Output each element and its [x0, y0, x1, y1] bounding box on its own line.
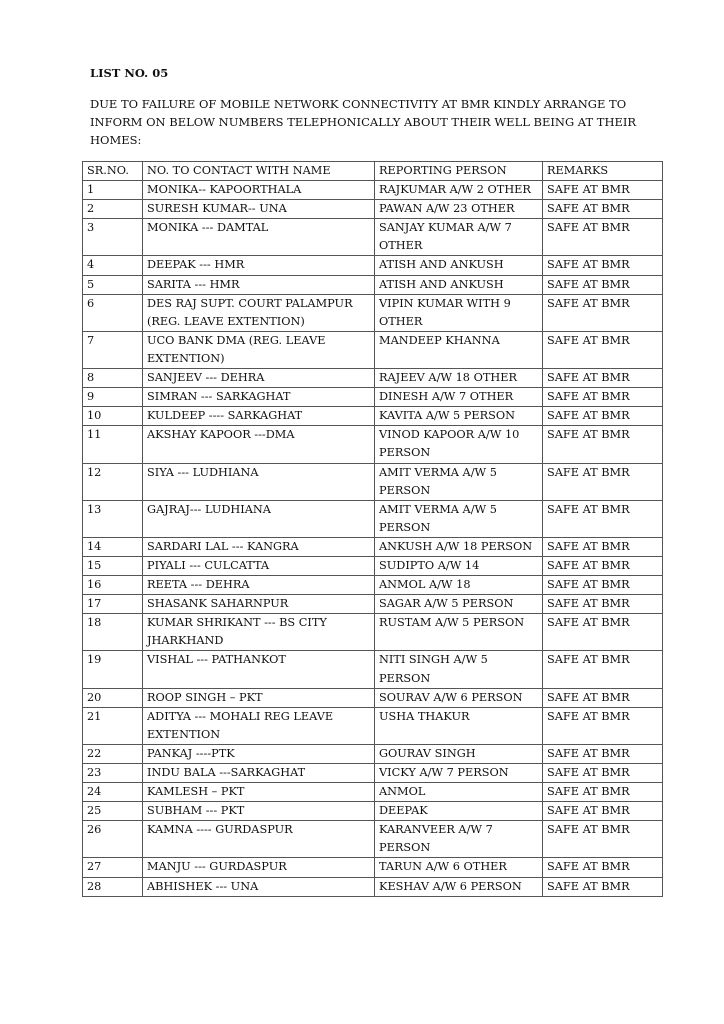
cell-sr-no: 16 [83, 576, 143, 595]
cell-sr-no: 13 [83, 500, 143, 537]
cell-sr-no: 10 [83, 407, 143, 426]
intro-paragraph: DUE TO FAILURE OF MOBILE NETWORK CONNECTIVITY AT BMR KINDLY ARRANGE TO INFORM ON BELOW NUMBERS TELEPHONICALLY ABOUT THEIR WELL BEING AT THEIR HOMES: [90, 97, 637, 147]
table-row [83, 200, 663, 219]
table-row [83, 331, 663, 368]
cell-reporting-person: AMIT VERMA A/W 5 PERSON [375, 463, 543, 500]
table-row [83, 275, 663, 294]
cell-remarks: SAFE AT BMR [543, 556, 663, 575]
cell-contact-name: ROOP SINGH – PKT [143, 688, 375, 707]
cell-sr-no: 14 [83, 537, 143, 556]
table-row [83, 537, 663, 556]
cell-contact-name: SARITA --- HMR [143, 275, 375, 294]
cell-remarks: SAFE AT BMR [543, 744, 663, 763]
cell-contact-name: KAMNA ---- GURDASPUR [143, 821, 375, 858]
cell-contact-name: SUBHAM --- PKT [143, 802, 375, 821]
table-row [83, 707, 663, 744]
cell-reporting-person: KARANVEER A/W 7 PERSON [375, 821, 543, 858]
table-row [83, 500, 663, 537]
table-row [83, 614, 663, 651]
cell-remarks: SAFE AT BMR [543, 388, 663, 407]
cell-contact-name: SIYA --- LUDHIANA [143, 463, 375, 500]
cell-remarks: SAFE AT BMR [543, 877, 663, 896]
cell-sr-no: 4 [83, 256, 143, 275]
cell-sr-no: 25 [83, 802, 143, 821]
cell-contact-name: GAJRAJ--- LUDHIANA [143, 500, 375, 537]
cell-remarks: SAFE AT BMR [543, 688, 663, 707]
cell-reporting-person: VICKY A/W 7 PERSON [375, 764, 543, 783]
cell-remarks: SAFE AT BMR [543, 821, 663, 858]
cell-contact-name: REETA --- DEHRA [143, 576, 375, 595]
cell-remarks: SAFE AT BMR [543, 595, 663, 614]
cell-reporting-person: SAGAR A/W 5 PERSON [375, 595, 543, 614]
table-row [83, 802, 663, 821]
cell-remarks: SAFE AT BMR [543, 614, 663, 651]
table-row [83, 463, 663, 500]
cell-contact-name: PANKAJ ----PTK [143, 744, 375, 763]
header-sr-no: SR.NO. [83, 162, 143, 181]
cell-contact-name: PIYALI --- CULCATTA [143, 556, 375, 575]
cell-remarks: SAFE AT BMR [543, 426, 663, 463]
cell-contact-name: SHASANK SAHARNPUR [143, 595, 375, 614]
cell-sr-no: 11 [83, 426, 143, 463]
cell-contact-name: SURESH KUMAR-- UNA [143, 200, 375, 219]
cell-remarks: SAFE AT BMR [543, 576, 663, 595]
cell-contact-name: ABHISHEK --- UNA [143, 877, 375, 896]
cell-reporting-person: NITI SINGH A/W 5 PERSON [375, 651, 543, 688]
cell-sr-no: 6 [83, 294, 143, 331]
cell-reporting-person: RAJKUMAR A/W 2 OTHER [375, 181, 543, 200]
table-row [83, 783, 663, 802]
cell-reporting-person: DEEPAK [375, 802, 543, 821]
cell-sr-no: 12 [83, 463, 143, 500]
cell-sr-no: 18 [83, 614, 143, 651]
cell-sr-no: 1 [83, 181, 143, 200]
cell-reporting-person: RAJEEV A/W 18 OTHER [375, 369, 543, 388]
cell-remarks: SAFE AT BMR [543, 331, 663, 368]
cell-reporting-person: VIPIN KUMAR WITH 9 OTHER [375, 294, 543, 331]
cell-sr-no: 20 [83, 688, 143, 707]
cell-sr-no: 27 [83, 858, 143, 877]
table-row [83, 407, 663, 426]
table-row [83, 858, 663, 877]
cell-contact-name: UCO BANK DMA (REG. LEAVE EXTENTION) [143, 331, 375, 368]
cell-reporting-person: MANDEEP KHANNA [375, 331, 543, 368]
cell-reporting-person: USHA THAKUR [375, 707, 543, 744]
table-row [83, 369, 663, 388]
cell-remarks: SAFE AT BMR [543, 294, 663, 331]
cell-sr-no: 2 [83, 200, 143, 219]
cell-remarks: SAFE AT BMR [543, 219, 663, 256]
table-row [83, 556, 663, 575]
table-header-row [83, 162, 663, 181]
cell-sr-no: 19 [83, 651, 143, 688]
cell-remarks: SAFE AT BMR [543, 275, 663, 294]
cell-contact-name: VISHAL --- PATHANKOT [143, 651, 375, 688]
header-remarks: REMARKS [543, 162, 663, 181]
cell-contact-name: KULDEEP ---- SARKAGHAT [143, 407, 375, 426]
cell-reporting-person: ANMOL [375, 783, 543, 802]
cell-sr-no: 9 [83, 388, 143, 407]
cell-reporting-person: KAVITA A/W 5 PERSON [375, 407, 543, 426]
cell-sr-no: 5 [83, 275, 143, 294]
cell-contact-name: MONIKA-- KAPOORTHALA [143, 181, 375, 200]
table-row [83, 256, 663, 275]
cell-sr-no: 21 [83, 707, 143, 744]
cell-sr-no: 17 [83, 595, 143, 614]
cell-sr-no: 8 [83, 369, 143, 388]
table-row [83, 651, 663, 688]
cell-reporting-person: SANJAY KUMAR A/W 7 OTHER [375, 219, 543, 256]
cell-remarks: SAFE AT BMR [543, 463, 663, 500]
cell-contact-name: ADITYA --- MOHALI REG LEAVE EXTENTION [143, 707, 375, 744]
cell-remarks: SAFE AT BMR [543, 858, 663, 877]
cell-remarks: SAFE AT BMR [543, 256, 663, 275]
cell-reporting-person: GOURAV SINGH [375, 744, 543, 763]
cell-remarks: SAFE AT BMR [543, 407, 663, 426]
cell-sr-no: 28 [83, 877, 143, 896]
cell-contact-name: SIMRAN --- SARKAGHAT [143, 388, 375, 407]
cell-contact-name: SANJEEV --- DEHRA [143, 369, 375, 388]
cell-sr-no: 3 [83, 219, 143, 256]
table-row [83, 744, 663, 763]
cell-sr-no: 22 [83, 744, 143, 763]
cell-remarks: SAFE AT BMR [543, 802, 663, 821]
cell-reporting-person: VINOD KAPOOR A/W 10 PERSON [375, 426, 543, 463]
table-body [83, 181, 663, 897]
cell-reporting-person: ANKUSH A/W 18 PERSON [375, 537, 543, 556]
contacts-table [82, 161, 663, 897]
table-row [83, 181, 663, 200]
cell-reporting-person: ATISH AND ANKUSH [375, 275, 543, 294]
cell-remarks: SAFE AT BMR [543, 783, 663, 802]
cell-contact-name: DEEPAK --- HMR [143, 256, 375, 275]
cell-remarks: SAFE AT BMR [543, 764, 663, 783]
cell-sr-no: 7 [83, 331, 143, 368]
header-contact-name: NO. TO CONTACT WITH NAME [143, 162, 375, 181]
cell-contact-name: KUMAR SHRIKANT --- BS CITY JHARKHAND [143, 614, 375, 651]
cell-contact-name: DES RAJ SUPT. COURT PALAMPUR (REG. LEAVE EXTENTION) [143, 294, 375, 331]
table-row [83, 688, 663, 707]
cell-reporting-person: RUSTAM A/W 5 PERSON [375, 614, 543, 651]
table-row [83, 877, 663, 896]
cell-reporting-person: TARUN A/W 6 OTHER [375, 858, 543, 877]
header-reporting-person: REPORTING PERSON [375, 162, 543, 181]
table-row [83, 821, 663, 858]
cell-remarks: SAFE AT BMR [543, 200, 663, 219]
list-title: LIST NO. 05 [90, 66, 169, 80]
cell-contact-name: INDU BALA ---SARKAGHAT [143, 764, 375, 783]
cell-sr-no: 15 [83, 556, 143, 575]
cell-contact-name: AKSHAY KAPOOR ---DMA [143, 426, 375, 463]
table-row [83, 294, 663, 331]
table-row [83, 426, 663, 463]
cell-reporting-person: ANMOL A/W 18 [375, 576, 543, 595]
cell-remarks: SAFE AT BMR [543, 369, 663, 388]
cell-remarks: SAFE AT BMR [543, 537, 663, 556]
table-row [83, 764, 663, 783]
cell-reporting-person: ATISH AND ANKUSH [375, 256, 543, 275]
table-row [83, 595, 663, 614]
cell-remarks: SAFE AT BMR [543, 181, 663, 200]
cell-remarks: SAFE AT BMR [543, 500, 663, 537]
cell-sr-no: 26 [83, 821, 143, 858]
cell-reporting-person: PAWAN A/W 23 OTHER [375, 200, 543, 219]
cell-reporting-person: SOURAV A/W 6 PERSON [375, 688, 543, 707]
cell-reporting-person: DINESH A/W 7 OTHER [375, 388, 543, 407]
table-row [83, 388, 663, 407]
cell-remarks: SAFE AT BMR [543, 707, 663, 744]
cell-sr-no: 23 [83, 764, 143, 783]
cell-contact-name: MANJU --- GURDASPUR [143, 858, 375, 877]
cell-sr-no: 24 [83, 783, 143, 802]
cell-reporting-person: SUDIPTO A/W 14 [375, 556, 543, 575]
cell-contact-name: KAMLESH – PKT [143, 783, 375, 802]
cell-contact-name: MONIKA --- DAMTAL [143, 219, 375, 256]
cell-remarks: SAFE AT BMR [543, 651, 663, 688]
table-row [83, 219, 663, 256]
cell-reporting-person: KESHAV A/W 6 PERSON [375, 877, 543, 896]
cell-contact-name: SARDARI LAL --- KANGRA [143, 537, 375, 556]
table-row [83, 576, 663, 595]
cell-reporting-person: AMIT VERMA A/W 5 PERSON [375, 500, 543, 537]
